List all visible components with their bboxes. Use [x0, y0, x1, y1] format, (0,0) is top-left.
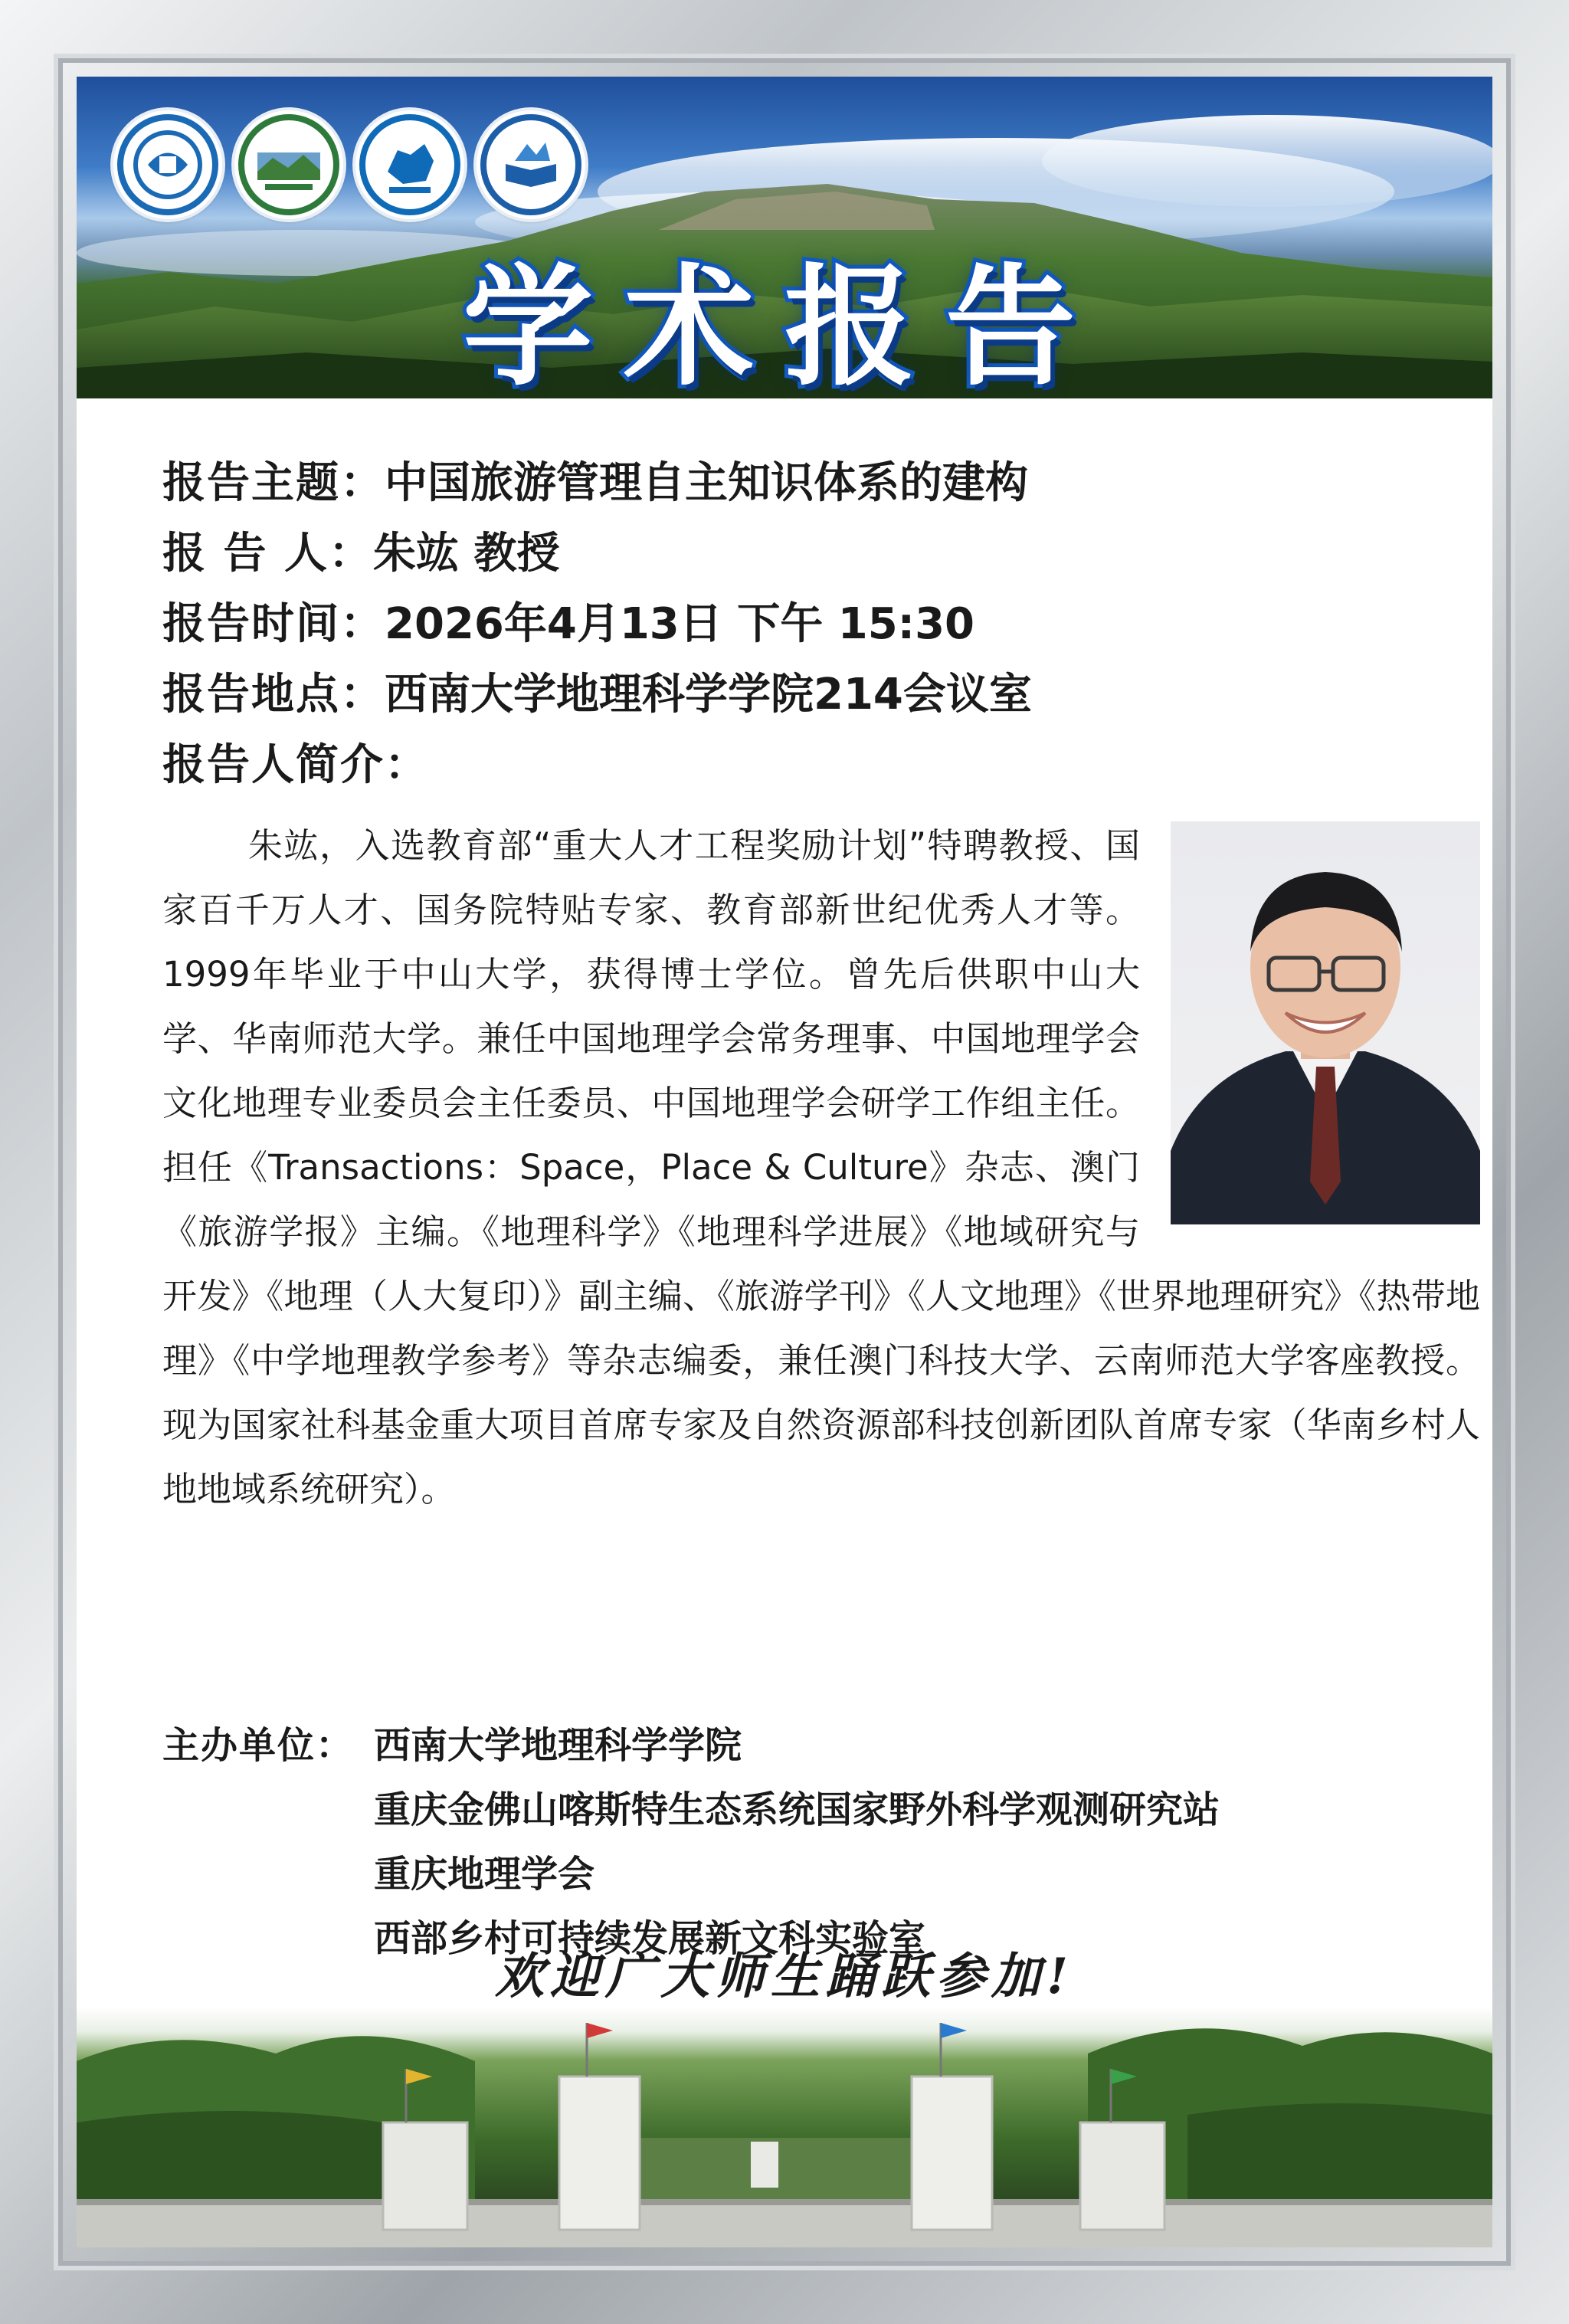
organizer-item: 西部乡村可持续发展新文科实验室 [374, 1917, 926, 1960]
bio-text: 朱竑，入选教育部“重大人才工程奖励计划”特聘教授、国家百千万人才、国务院特贴专家、教育部新世纪优秀人才等。1999年毕业于中山大学，获得博士学位。曾先后供职中山大学、华南师范大学。兼任中国地理学会常务理事、中国地理学会文化地理专业委员会主任委员、中国地理学会研学工作组主任。担任《Transactions：Space，Place & Culture》杂志、澳门《旅游学报》主编。《地理科学》《地理科学进展》《地域研究与开发》《地理（人大复印）》副主编、《旅游学刊》《人文地理》《世界地理研究》《热带地理》《中学地理教学参考》等杂志编委，兼任澳门科技大学、云南师范大学客座教授。现为国家社科基金重大项目首席专家及自然资源部科技创新团队首席专家（华南乡村人地地域系统研究）。 [162, 825, 1480, 1509]
karst-station-seal-icon [234, 110, 343, 219]
place-value: 西南大学地理科学学院214会议室 [385, 670, 1032, 719]
campus-scenery [77, 2008, 1492, 2247]
time-value: 2026年4月13日 下午 15:30 [385, 599, 974, 649]
time-row [162, 585, 1465, 656]
organizers-label: 主办单位： [162, 1724, 355, 1767]
header-banner [77, 77, 1492, 398]
geographical-society-seal-icon [355, 110, 464, 219]
topic-value: 中国旅游管理自主知识体系的建构 [385, 458, 1028, 508]
organizer-item: 重庆金佛山喀斯特生态系统国家野外科学观测研究站 [374, 1788, 1220, 1831]
bio-label: 报告人简介： [162, 740, 429, 790]
time-label: 报告时间： [162, 599, 385, 649]
speaker-value: 朱竑 教授 [373, 529, 560, 579]
place-label: 报告地点： [162, 670, 385, 719]
speaker-bio [162, 814, 1480, 1522]
organizers [162, 1713, 1480, 1971]
poster [77, 77, 1492, 2247]
organizer-item: 重庆地理学会 [374, 1853, 595, 1896]
speaker-row [162, 515, 1465, 585]
talk-info [162, 444, 1465, 797]
organizers-block [162, 1713, 1480, 1971]
bio-heading-row [162, 726, 1465, 797]
topic-row [162, 444, 1465, 515]
place-row [162, 656, 1465, 726]
logo-row [113, 110, 585, 219]
welcome-slogan: 欢迎广大师生踊跃参加! [494, 1948, 1075, 2005]
rural-lab-seal-icon [477, 110, 585, 219]
poster-title: 学术报告 [462, 252, 1106, 398]
speaker-portrait [1171, 821, 1480, 1224]
speaker-label: 报 告 人： [162, 529, 373, 579]
university-seal-icon [113, 110, 222, 219]
topic-label: 报告主题： [162, 458, 385, 508]
organizers-list [374, 1713, 1220, 1971]
organizer-item: 西南大学地理科学学院 [374, 1724, 742, 1767]
campus-gate-photo [77, 2008, 1492, 2247]
